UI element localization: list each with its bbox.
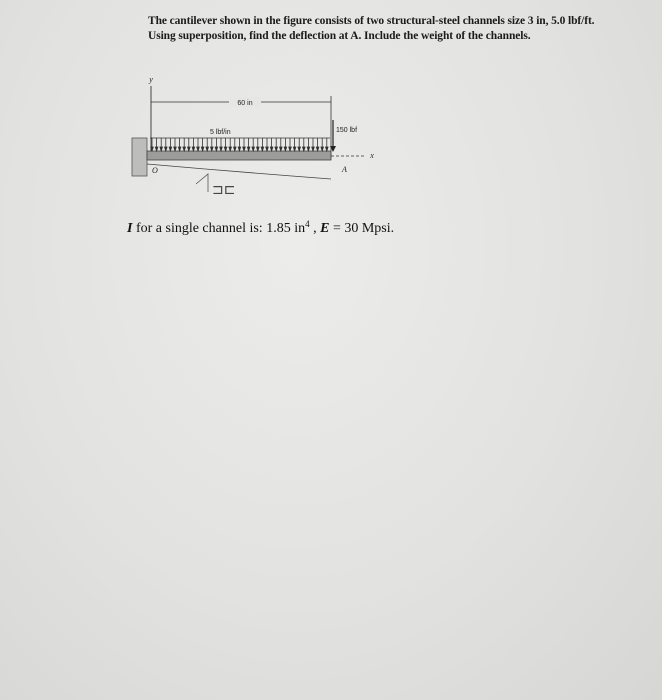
load-arrowhead xyxy=(174,147,177,151)
load-arrowhead xyxy=(316,147,319,151)
distributed-load-arrows xyxy=(150,138,330,151)
load-arrowhead xyxy=(215,147,218,151)
load-arrowhead xyxy=(321,147,324,151)
modulus-value: = 30 Mpsi. xyxy=(329,221,395,236)
section-properties xyxy=(127,221,394,237)
load-arrowhead xyxy=(206,147,209,151)
load-arrowhead xyxy=(266,147,269,151)
load-arrowhead xyxy=(289,147,292,151)
load-arrowhead xyxy=(261,147,264,151)
load-arrowhead xyxy=(238,147,241,151)
load-arrowhead xyxy=(169,147,172,151)
distributed-load-label: 5 lbf/in xyxy=(210,129,231,136)
section-cut-indicator xyxy=(196,174,208,192)
inertia-text: for a single channel is: 1.85 in xyxy=(132,221,306,236)
modulus-symbol: E xyxy=(320,221,330,236)
problem-line-1: The cantilever shown in the figure consists of two structural-steel channels size 3 in, 5.0 lbf/ft. xyxy=(148,15,595,27)
load-arrowhead xyxy=(192,147,195,151)
load-arrowhead xyxy=(178,147,181,151)
load-arrowhead xyxy=(155,147,158,151)
load-arrowhead xyxy=(201,147,204,151)
cantilever-beam xyxy=(147,151,331,160)
load-arrowhead xyxy=(252,147,255,151)
load-arrowhead xyxy=(280,147,283,151)
inertia-symbol: I xyxy=(127,221,133,236)
length-label: 60 in xyxy=(237,100,253,107)
load-arrowhead xyxy=(243,147,246,151)
load-arrowhead xyxy=(188,147,191,151)
load-arrowhead xyxy=(220,147,223,151)
load-arrowhead xyxy=(326,147,329,151)
load-arrowhead xyxy=(234,147,237,151)
load-arrowhead xyxy=(211,147,214,151)
point-a-label: A xyxy=(342,165,347,174)
load-arrowhead xyxy=(257,147,260,151)
point-load-label: 150 lbf xyxy=(336,127,358,134)
problem-line-2: Using superposition, find the deflection at A. Include the weight of the channels. xyxy=(148,30,531,42)
load-arrowhead xyxy=(160,147,163,151)
deflection-curve xyxy=(147,164,331,179)
channel-section-symbol: ⊐⊏ xyxy=(212,182,236,198)
separator: , xyxy=(309,221,321,236)
load-arrowhead xyxy=(183,147,186,151)
load-arrowhead xyxy=(293,147,296,151)
load-arrowhead xyxy=(275,147,278,151)
x-axis-label: x xyxy=(370,151,374,160)
problem-statement xyxy=(148,14,648,44)
load-arrowhead xyxy=(303,147,306,151)
load-arrowhead xyxy=(247,147,250,151)
load-arrowhead xyxy=(224,147,227,151)
load-arrowhead xyxy=(307,147,310,151)
origin-label: O xyxy=(152,166,158,175)
unit-exponent: 4 xyxy=(305,219,310,229)
load-arrowhead xyxy=(197,147,200,151)
load-arrowhead xyxy=(229,147,232,151)
load-arrowhead xyxy=(270,147,273,151)
fixed-wall xyxy=(132,138,147,176)
load-arrowhead xyxy=(165,147,168,151)
y-axis-label: y xyxy=(149,75,153,84)
load-arrowhead xyxy=(298,147,301,151)
load-arrowhead xyxy=(312,147,315,151)
load-arrowhead xyxy=(284,147,287,151)
cantilever-figure xyxy=(128,72,388,202)
